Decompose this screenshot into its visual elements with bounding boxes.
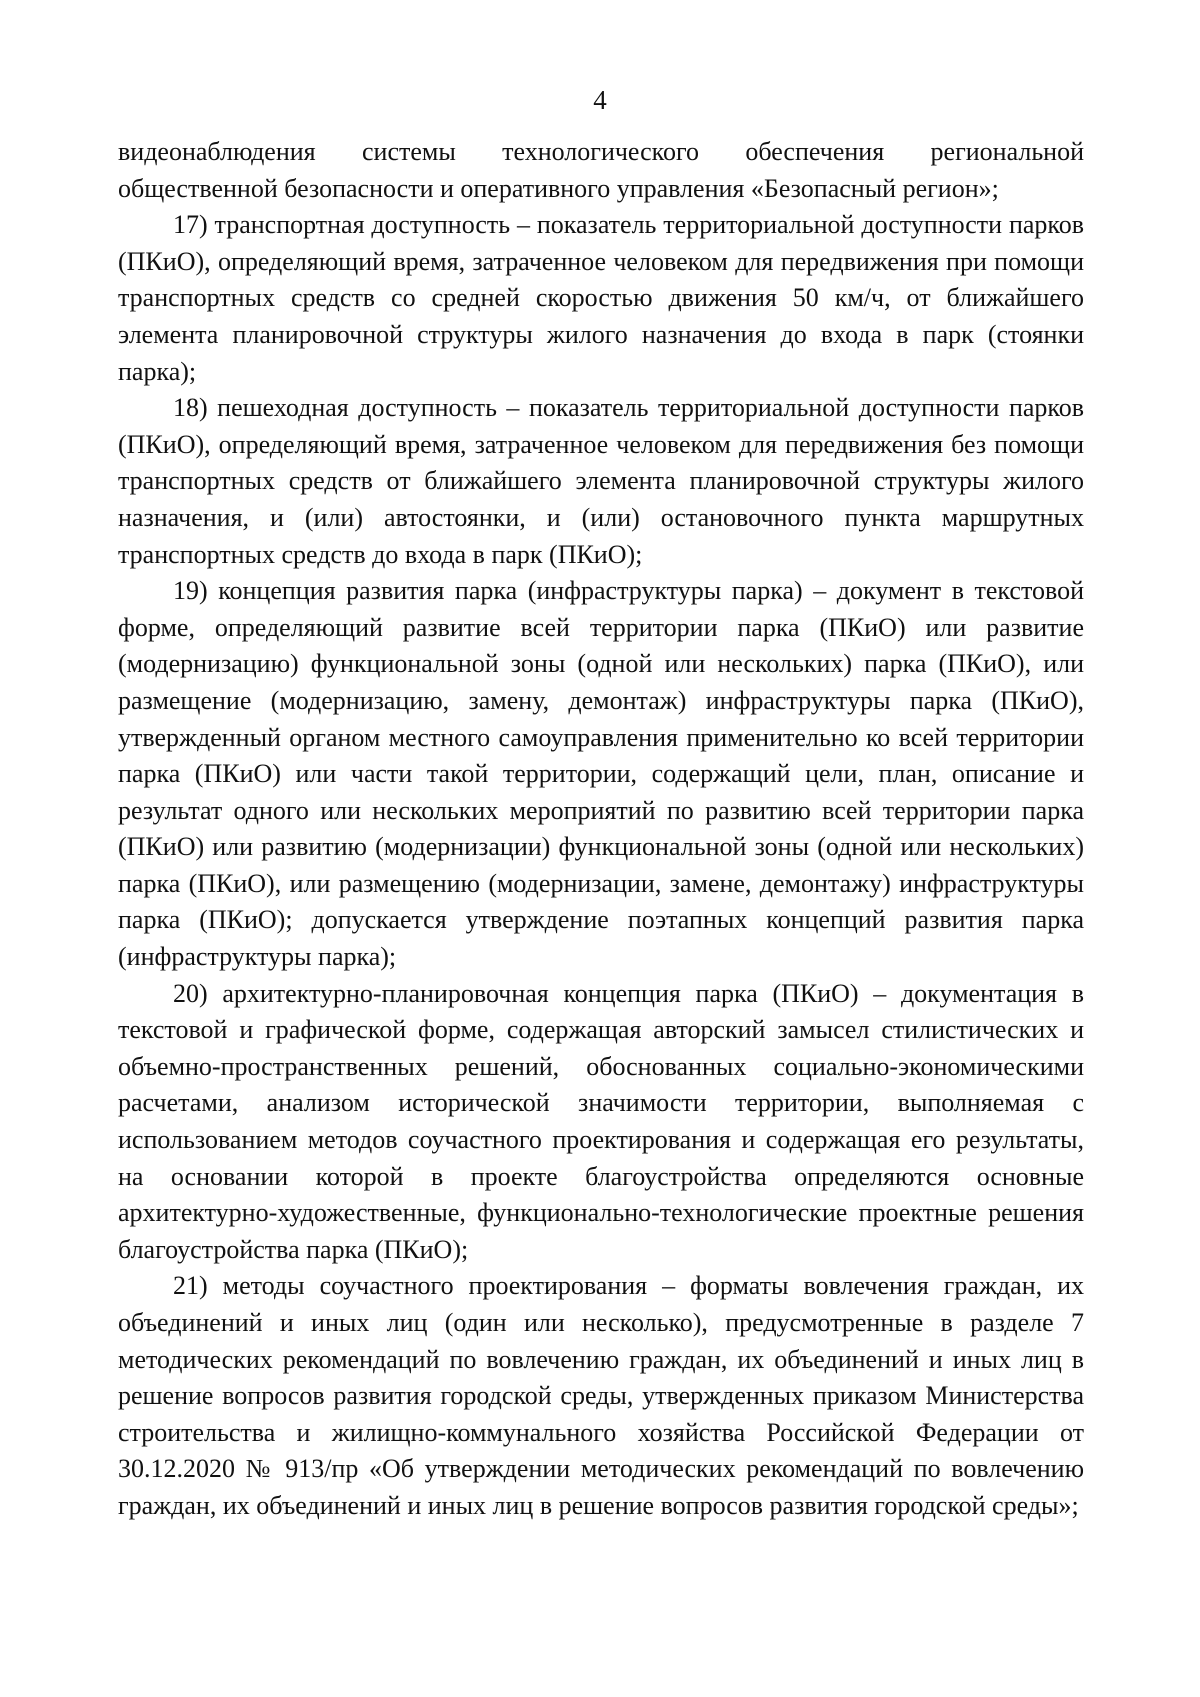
paragraph-item-18: 18) пешеходная доступность – показатель территориальной доступности парков (ПКиО), определяющий время, затраченное человеком для передвижения без помощи транспортных средств от ближайшего элемента планировочной структуры жилого назначения, и (или) автостоянки, и (или) остановочного пункта маршрутных транспортных средств до входа в парк (ПКиО); (118, 393, 1084, 569)
page-number: 4 (593, 85, 607, 115)
paragraph-item-20: 20) архитектурно-планировочная концепция парка (ПКиО) – документация в текстовой и графической форме, содержащая авторский замысел стилистических и объемно-пространственных решений, обоснованных социально-экономическими расчетами, анализом исторической значимости территории, выполняемая с использованием методов соучастного проектирования и содержащая его результаты, на основании которой в проекте благоустройства определяются основные архитектурно-художественные, функционально-технологические проектные решения благоустройства парка (ПКиО); (118, 978, 1084, 1264)
document-body (118, 134, 1084, 1525)
paragraph-item-17: 17) транспортная доступность – показатель территориальной доступности парков (ПКиО), определяющий время, затраченное человеком для передвижения при помощи транспортных средств со средней скоростью движения 50 км/ч, от ближайшего элемента планировочной структуры жилого назначения до входа в парк (стоянки парка); (118, 210, 1084, 386)
paragraph-item-21: 21) методы соучастного проектирования – форматы вовлечения граждан, их объединений и иных лиц (один или несколько), предусмотренные в разделе 7 методических рекомендаций по вовлечению граждан, их объединений и иных лиц в решение вопросов развития городской среды, утвержденных приказом Министерства строительства и жилищно-коммунального хозяйства Российской Федерации от 30.12.2020 № 913/пр «Об утверждении методических рекомендаций по вовлечению граждан, их объединений и иных лиц в решение вопросов развития городской среды»; (118, 1271, 1084, 1520)
paragraph-continuation: видеонаблюдения системы технологического обеспечения региональной общественной безопасности и оперативного управления «Безопасный регион»; (118, 137, 1084, 203)
paragraph-item-19: 19) концепция развития парка (инфраструктуры парка) – документ в текстовой форме, определяющий развитие всей территории парка (ПКиО) или развитие (модернизацию) функциональной зоны (одной или нескольких) парка (ПКиО), или размещение (модернизацию, замену, демонтаж) инфраструктуры парка (ПКиО), утвержденный органом местного самоуправления применительно ко всей территории парка (ПКиО) или части такой территории, содержащий цели, план, описание и результат одного или нескольких мероприятий по развитию всей территории парка (ПКиО) или развитию (модернизации) функциональной зоны (одной или нескольких) парка (ПКиО), или размещению (модернизации, замене, демонтажу) инфраструктуры парка (ПКиО); допускается утверждение поэтапных концепций развития парка (инфраструктуры парка); (118, 576, 1084, 972)
